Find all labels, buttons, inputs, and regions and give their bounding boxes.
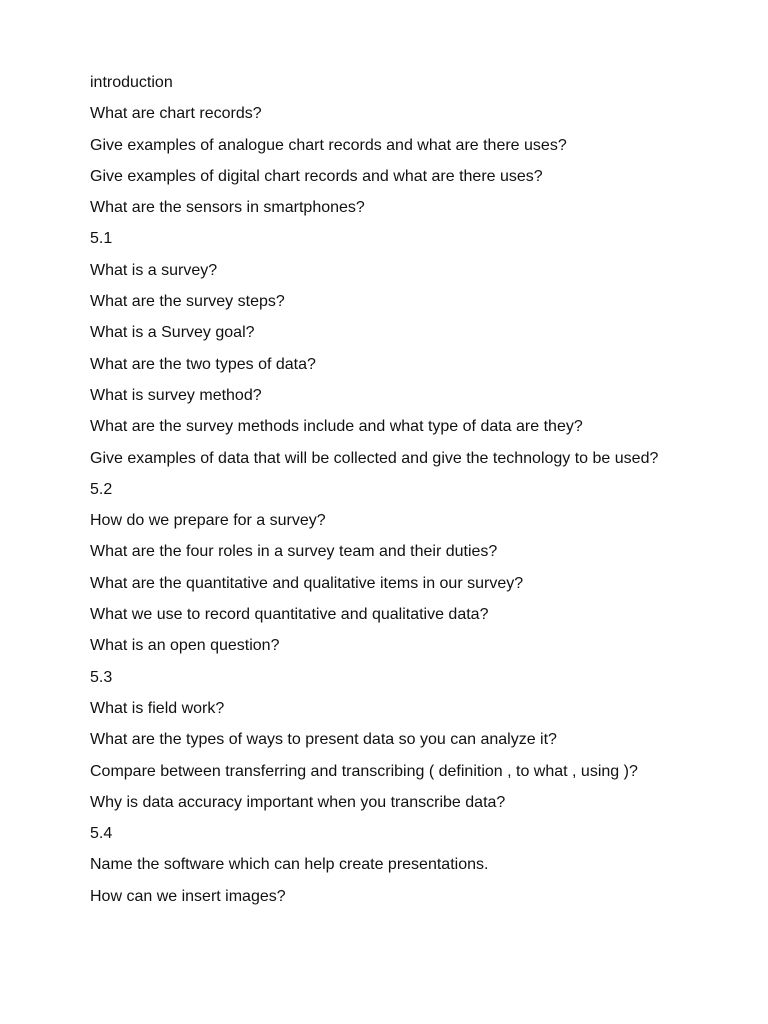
section-number: 5.1 — [90, 230, 113, 248]
question-line: What are chart records? — [90, 105, 262, 123]
question-line: What is a survey? — [90, 261, 218, 279]
question-line: Why is data accuracy important when you transcribe data? — [90, 793, 506, 811]
question-line: What are the four roles in a survey team and their duties? — [90, 543, 498, 561]
question-line: What are the survey steps? — [90, 293, 285, 311]
question-line: What is survey method? — [90, 386, 262, 404]
question-line: What is a Survey goal? — [90, 324, 255, 342]
question-list — [90, 71, 750, 916]
question-line: Give examples of data that will be collected and give the technology to be used? — [90, 449, 659, 467]
question-line: What are the types of ways to present data so you can analyze it? — [90, 731, 557, 749]
question-line: How do we prepare for a survey? — [90, 512, 326, 530]
question-line: What are the quantitative and qualitative items in our survey? — [90, 574, 524, 592]
section-number: 5.2 — [90, 480, 113, 498]
heading-introduction: introduction — [90, 74, 173, 91]
question-line: Compare between transferring and transcribing ( definition , to what , using )? — [90, 762, 638, 780]
section-number: 5.3 — [90, 668, 113, 686]
question-line: What we use to record quantitative and qualitative data? — [90, 606, 489, 624]
question-line: What are the two types of data? — [90, 355, 316, 373]
question-line: Give examples of analogue chart records and what are there uses? — [90, 136, 567, 154]
question-line: Give examples of digital chart records and what are there uses? — [90, 167, 543, 185]
question-line: What is field work? — [90, 699, 225, 717]
question-line: How can we insert images? — [90, 887, 286, 905]
question-line: Name the software which can help create presentations. — [90, 856, 489, 874]
question-line: What are the sensors in smartphones? — [90, 199, 365, 217]
question-line: What is an open question? — [90, 637, 280, 655]
section-number: 5.4 — [90, 825, 113, 843]
question-line: What are the survey methods include and what type of data are they? — [90, 418, 583, 436]
